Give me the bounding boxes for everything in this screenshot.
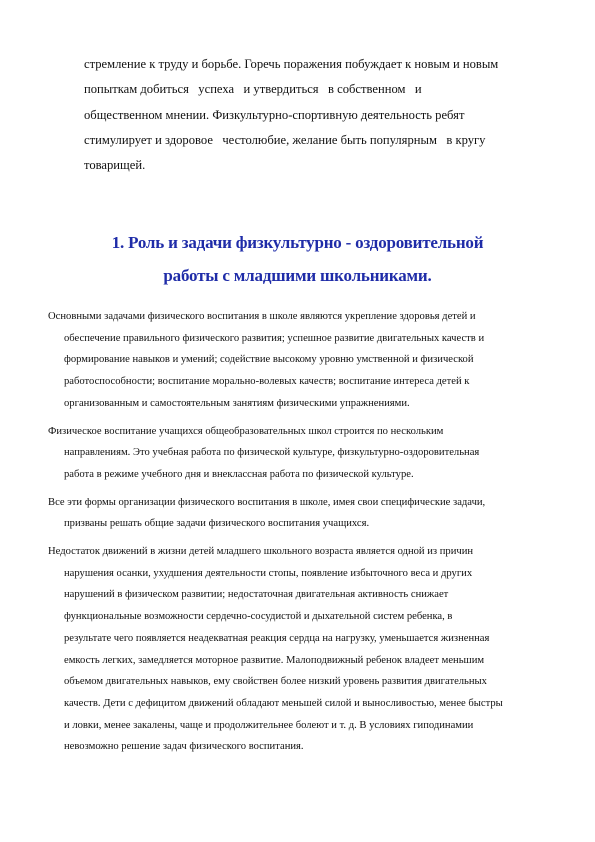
text-line: невозможно решение задач физического воспитания.	[64, 741, 304, 753]
text-line: функциональные возможности сердечно-сосудистой и дыхательной систем ребенка, в	[64, 611, 453, 623]
paragraph-tasks	[48, 306, 578, 415]
text-line: нарушений в физическом развитии; недостаточная двигательная активность снижает	[64, 589, 449, 601]
text-line: призваны решать общие задачи физического воспитания учащихся.	[64, 518, 370, 530]
paragraph-movement-deficit	[48, 541, 578, 758]
text-line: результате чего появляется неадекватная реакция сердца на нагрузку, уменьшается жизненная	[64, 632, 490, 644]
text-line: Основными задачами физического воспитания в школе являются укрепление здоровья детей и	[48, 311, 476, 322]
text-line: Физическое воспитание учащихся общеобразовательных школ строится по нескольким	[48, 425, 444, 437]
section-body	[48, 306, 578, 764]
text-line: работа в режиме учебного дня и внеклассная работа по физической культуре.	[64, 468, 414, 480]
intro-line: товарищей.	[84, 158, 146, 173]
text-line: емкость легких, замедляется моторное развитие. Малоподвижный ребенок владеет меньшим	[64, 654, 485, 666]
text-line: и ловки, менее закалены, чаще и продолжительнее болеют и т. д. В условиях гиподинамии	[64, 719, 474, 731]
intro-line: стимулирует и здоровое честолюбие, желание быть популярным в кругу	[84, 132, 486, 147]
intro-line: попыткам добиться успеха и утвердиться в собственном и	[84, 82, 422, 97]
paragraph-forms	[48, 492, 578, 535]
text-line: Все эти формы организации физического воспитания в школе, имея свои специфические задачи,	[48, 496, 486, 508]
text-line: качеств. Дети с дефицитом движений обладают меньшей силой и выносливостью, менее быстры	[64, 697, 503, 709]
text-line: нарушения осанки, ухудшения деятельности стопы, появление избыточного веса и других	[64, 567, 473, 579]
text-line: направлениям. Это учебная работа по физической культуре, физкультурно-оздоровительная	[64, 447, 480, 459]
intro-line: общественном мнении. Физкультурно-спортивную деятельность ребят	[84, 107, 465, 122]
text-line: работоспособности; воспитание морально-волевых качеств; воспитание интереса детей к	[64, 376, 470, 388]
intro-line: стремление к труду и борьбе. Горечь поражения побуждает к новым и новым	[84, 57, 499, 71]
text-line: обеспечение правильного физического развития; успешное развитие двигательных качеств и	[64, 332, 485, 344]
text-line: формирование навыков и умений; содействие высокому уровню умственной и физической	[64, 354, 474, 366]
text-line: Недостаток движений в жизни детей младшего школьного возраста является одной из причин	[48, 546, 474, 558]
paragraph-directions	[48, 421, 578, 486]
text-line: объемом двигательных навыков, ему свойствен более низкий уровень развития двигательных	[64, 676, 487, 688]
text-line: организованным и самостоятельным занятиям физическими упражнениями.	[64, 397, 410, 409]
section-heading-line-2: работы с младшими школьниками.	[163, 266, 432, 285]
section-heading-line-1: 1. Роль и задачи физкультурно - оздоровительной	[111, 233, 484, 252]
intro-paragraph	[84, 52, 554, 178]
